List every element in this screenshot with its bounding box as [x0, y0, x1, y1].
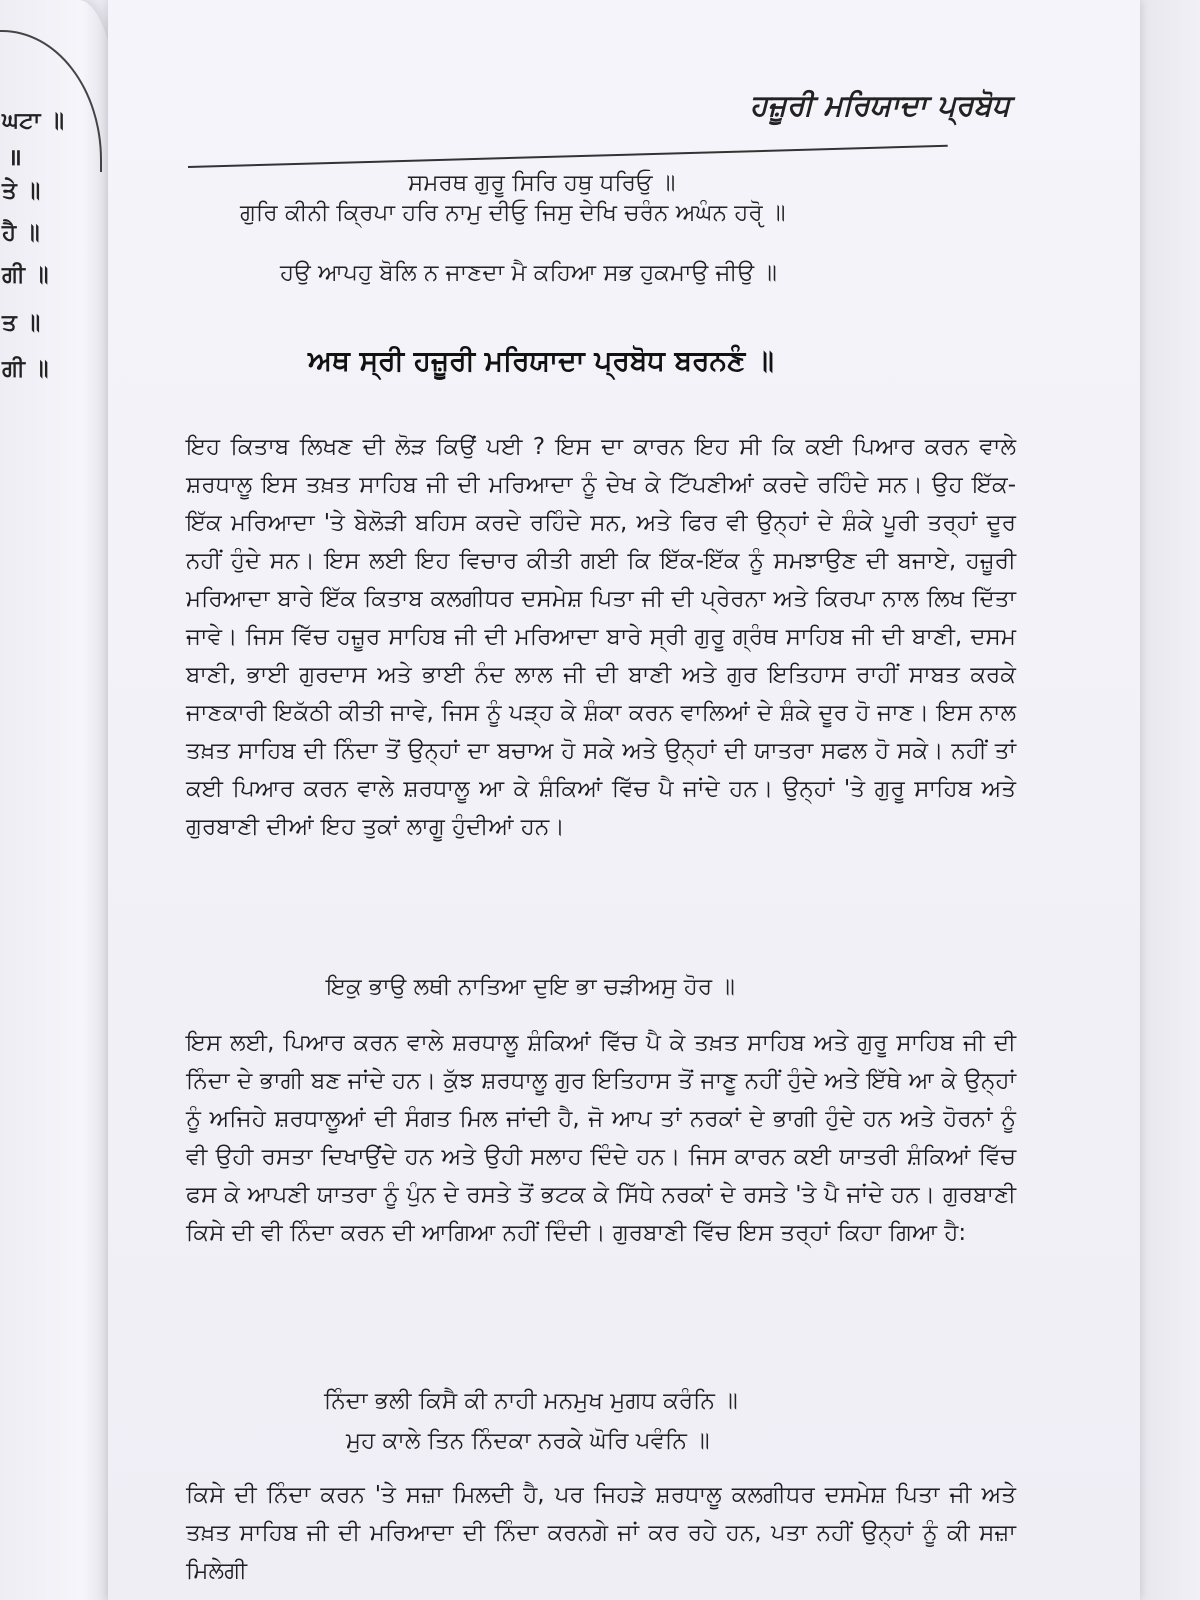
left-page-fragment: ਤ ॥ [2, 310, 41, 336]
scripture-verse-line: ਮੁਹ ਕਾਲੇ ਤਿਨ ਨਿੰਦਕਾ ਨਰਕੇ ਘੋਰਿ ਪਵੰਨਿ ॥ [346, 1428, 710, 1454]
header-rule [188, 145, 948, 168]
body-paragraph: ਕਿਸੇ ਦੀ ਨਿੰਦਾ ਕਰਨ 'ਤੇ ਸਜ਼ਾ ਮਿਲਦੀ ਹੈ, ਪਰ ਜਿਹੜੇ ਸ਼ਰਧਾਲੂ ਕਲਗੀਧਰ ਦਸਮੇਸ਼ ਪਿਤਾ ਜੀ ਅਤੇ ਤਖ਼ਤ ਸਾਹਿਬ ਜੀ ਦੀ ਮਰਿਆਦਾ ਦੀ ਨਿੰਦਾ ਕਰਨਗੇ ਜਾਂ ਕਰ ਰਹੇ ਹਨ, ਪਤਾ ਨਹੀਂ ਉਨ੍ਹਾਂ ਨੂੰ ਕੀ ਸਜ਼ਾ ਮਿਲੇਗੀ [186, 1482, 1016, 1584]
left-page-fragment: ਤੇ ॥ [2, 178, 41, 204]
body-paragraph: ਇਹ ਕਿਤਾਬ ਲਿਖਣ ਦੀ ਲੋੜ ਕਿਉਂ ਪਈ ? ਇਸ ਦਾ ਕਾਰਨ ਇਹ ਸੀ ਕਿ ਕਈ ਪਿਆਰ ਕਰਨ ਵਾਲੇ ਸ਼ਰਧਾਲੂ ਇਸ ਤਖ਼ਤ ਸਾਹਿਬ ਜੀ ਦੀ ਮਰਿਆਦਾ ਨੂੰ ਦੇਖ ਕੇ ਟਿੱਪਣੀਆਂ ਕਰਦੇ ਰਹਿੰਦੇ ਸਨ। ਉਹ ਇੱਕ-ਇੱਕ ਮਰਿਆਦਾ 'ਤੇ ਬੇਲੋੜੀ ਬਹਿਸ ਕਰਦੇ ਰਹਿੰਦੇ ਸਨ, ਅਤੇ ਫਿਰ ਵੀ ਉਨ੍ਹਾਂ ਦੇ ਸ਼ੰਕੇ ਪੂਰੀ ਤਰ੍ਹਾਂ ਦੂਰ ਨਹੀਂ ਹੁੰਦੇ ਸਨ। ਇਸ ਲਈ ਇਹ ਵਿਚਾਰ ਕੀਤੀ ਗਈ ਕਿ ਇੱਕ-ਇੱਕ ਨੂੰ ਸਮਝਾਉਣ ਦੀ ਬਜਾਏ, ਹਜ਼ੂਰੀ ਮਰਿਆਦਾ ਬਾਰੇ ਇੱਕ ਕਿਤਾਬ ਕਲਗੀਧਰ ਦਸਮੇਸ਼ ਪਿਤਾ ਜੀ ਦੀ ਪ੍ਰੇਰਨਾ ਅਤੇ ਕਿਰਪਾ ਨਾਲ ਲਿਖ ਦਿੱਤਾ ਜਾਵੇ। ਜਿਸ ਵਿੱਚ ਹਜ਼ੂਰ ਸਾਹਿਬ ਜੀ ਦੀ ਮਰਿਆਦਾ ਬਾਰੇ ਸ੍ਰੀ ਗੁਰੂ ਗ੍ਰੰਥ ਸਾਹਿਬ ਜੀ ਦੀ ਬਾਣੀ, ਦਸਮ ਬਾਣੀ, ਭਾਈ ਗੁਰਦਾਸ ਅਤੇ ਭਾਈ ਨੰਦ ਲਾਲ ਜੀ ਦੀ ਬਾਣੀ ਅਤੇ ਗੁਰ ਇਤਿਹਾਸ ਰਾਹੀਂ ਸਾਬਤ ਕਰਕੇ ਜਾਣਕਾਰੀ ਇਕੱਠੀ ਕੀਤੀ ਜਾਵੇ, ਜਿਸ ਨੂੰ ਪੜ੍ਹ ਕੇ ਸ਼ੰਕਾ ਕਰਨ ਵਾਲਿਆਂ ਦੇ ਸ਼ੰਕੇ ਦੂਰ ਹੋ ਜਾਣ। ਇਸ ਨਾਲ ਤਖ਼ਤ ਸਾਹਿਬ ਦੀ ਨਿੰਦਾ ਤੋਂ ਉਨ੍ਹਾਂ ਦਾ ਬਚਾਅ ਹੋ ਸਕੇ ਅਤੇ ਉਨ੍ਹਾਂ ਦੀ ਯਾਤਰਾ ਸਫਲ ਹੋ ਸਕੇ। ਨਹੀਂ ਤਾਂ ਕਈ ਪਿਆਰ ਕਰਨ ਵਾਲੇ ਸ਼ਰਧਾਲੂ ਆ ਕੇ ਸ਼ੰਕਿਆਂ ਵਿੱਚ ਪੈ ਜਾਂਦੇ ਹਨ। ਉਨ੍ਹਾਂ 'ਤੇ ਗੁਰੂ ਸਾਹਿਬ ਅਤੇ ਗੁਰਬਾਣੀ ਦੀਆਂ ਇਹ ਤੁਕਾਂ ਲਾਗੂ ਹੁੰਦੀਆਂ ਹਨ। [186, 434, 1016, 840]
left-page-edge [0, 0, 118, 1600]
left-page-fragment: ॥ [8, 145, 22, 171]
scripture-verse: ਇਕੁ ਭਾਉ ਲਥੀ ਨਾਤਿਆ ਦੁਇ ਭਾ ਚੜੀਅਸੁ ਹੋਰ ॥ [326, 974, 735, 1000]
opening-verse-line: ਹਉ ਆਪਹੁ ਬੋਲਿ ਨ ਜਾਣਦਾ ਮੈ ਕਹਿਆ ਸਭ ਹੁਕਮਾਉ ਜੀਉ ॥ [280, 260, 777, 286]
section-title: ਅਥ ਸ੍ਰੀ ਹਜ਼ੂਰੀ ਮਰਿਯਾਦਾ ਪ੍ਰਬੋਧ ਬਰਨਣੰ ॥ [308, 344, 774, 377]
left-page-fragment: ਗੀ ॥ [2, 356, 49, 382]
running-head: ਹਜ਼ੂਰੀ ਮਰਿਯਾਦਾ ਪ੍ਰਬੋਧ [749, 88, 1010, 122]
left-page-fragment: ਗੀ ॥ [2, 262, 49, 288]
book-page [108, 0, 1140, 1600]
body-paragraph: ਇਸ ਲਈ, ਪਿਆਰ ਕਰਨ ਵਾਲੇ ਸ਼ਰਧਾਲੂ ਸ਼ੰਕਿਆਂ ਵਿੱਚ ਪੈ ਕੇ ਤਖ਼ਤ ਸਾਹਿਬ ਅਤੇ ਗੁਰੂ ਸਾਹਿਬ ਜੀ ਦੀ ਨਿੰਦਾ ਦੇ ਭਾਗੀ ਬਣ ਜਾਂਦੇ ਹਨ। ਕੁੱਝ ਸ਼ਰਧਾਲੂ ਗੁਰ ਇਤਿਹਾਸ ਤੋਂ ਜਾਣੂ ਨਹੀਂ ਹੁੰਦੇ ਅਤੇ ਇੱਥੇ ਆ ਕੇ ਉਨ੍ਹਾਂ ਨੂੰ ਅਜਿਹੇ ਸ਼ਰਧਾਲੂਆਂ ਦੀ ਸੰਗਤ ਮਿਲ ਜਾਂਦੀ ਹੈ, ਜੋ ਆਪ ਤਾਂ ਨਰਕਾਂ ਦੇ ਭਾਗੀ ਹੁੰਦੇ ਹਨ ਅਤੇ ਹੋਰਨਾਂ ਨੂੰ ਵੀ ਉਹੀ ਰਸਤਾ ਦਿਖਾਉਂਦੇ ਹਨ ਅਤੇ ਉਹੀ ਸਲਾਹ ਦਿੰਦੇ ਹਨ। ਜਿਸ ਕਾਰਨ ਕਈ ਯਾਤਰੀ ਸ਼ੰਕਿਆਂ ਵਿੱਚ ਫਸ ਕੇ ਆਪਣੀ ਯਾਤਰਾ ਨੂੰ ਪੁੰਨ ਦੇ ਰਸਤੇ ਤੋਂ ਭਟਕ ਕੇ ਸਿੱਧੇ ਨਰਕਾਂ ਦੇ ਰਸਤੇ 'ਤੇ ਪੈ ਜਾਂਦੇ ਹਨ। ਗੁਰਬਾਣੀ ਕਿਸੇ ਦੀ ਵੀ ਨਿੰਦਾ ਕਰਨ ਦੀ ਆਗਿਆ ਨਹੀਂ ਦਿੰਦੀ। ਗੁਰਬਾਣੀ ਵਿੱਚ ਇਸ ਤਰ੍ਹਾਂ ਕਿਹਾ ਗਿਆ ਹੈ: [186, 1030, 1016, 1246]
left-page-fragment: ਘਟਾ ॥ [2, 108, 64, 134]
left-page-fragment: ਹੈ ॥ [2, 220, 40, 246]
opening-verse-line: ਸਮਰਥ ਗੁਰੂ ਸਿਰਿ ਹਥੁ ਧਰਿਓੁ ॥ [408, 170, 676, 196]
opening-verse-line: ਗੁਰਿ ਕੀਨੀ ਕ੍ਰਿਪਾ ਹਰਿ ਨਾਮੁ ਦੀਓੁ ਜਿਸੁ ਦੇਖਿ ਚਰੰਨ ਅਘੰਨ ਹਰੵੋ ॥ [240, 200, 786, 226]
scripture-verse-line: ਨਿੰਦਾ ਭਲੀ ਕਿਸੈ ਕੀ ਨਾਹੀ ਮਨਮੁਖ ਮੁਗਧ ਕਰੰਨਿ ॥ [324, 1388, 738, 1414]
